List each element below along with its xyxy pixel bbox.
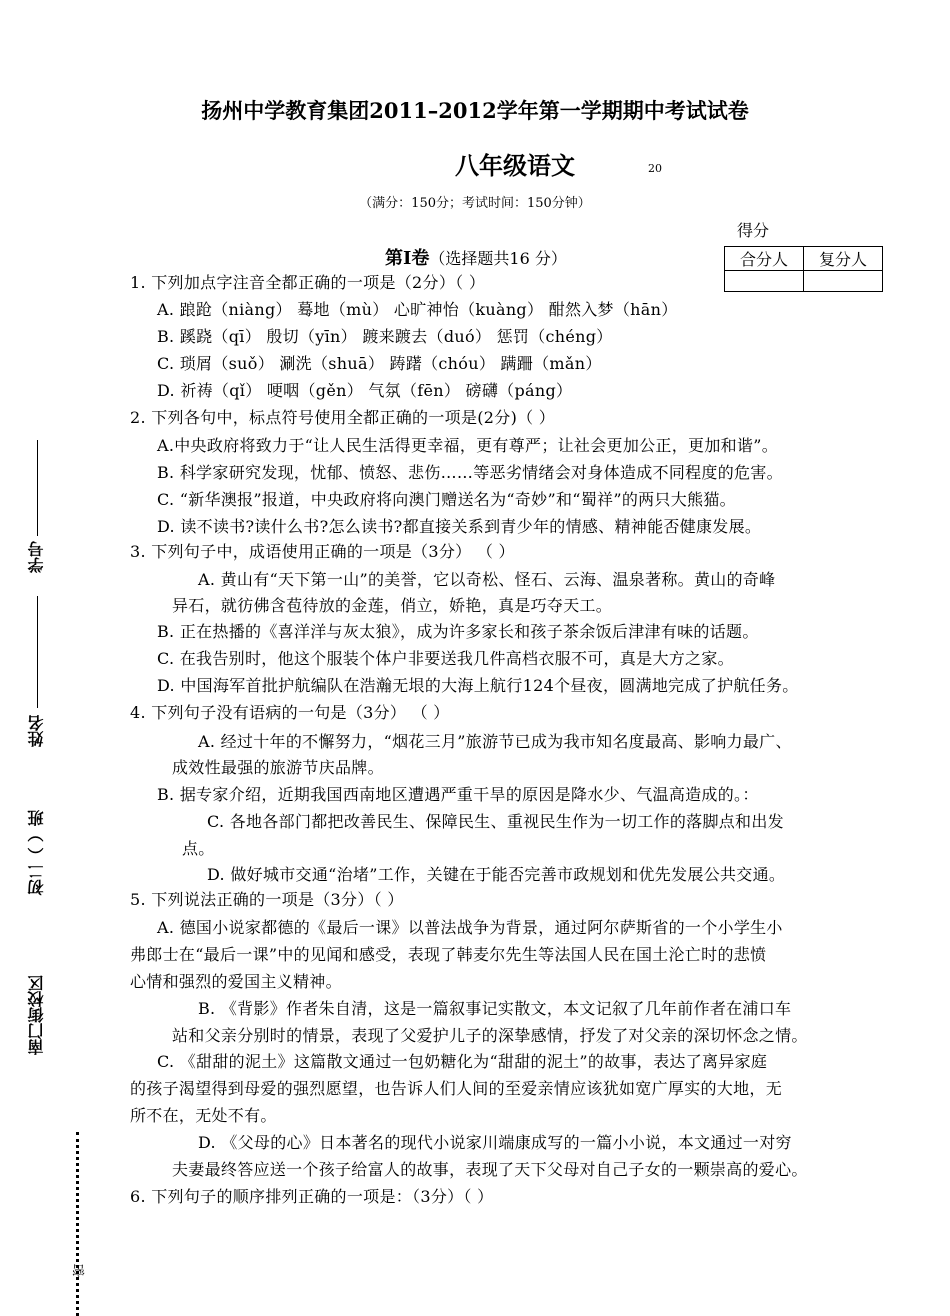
student-id-underline[interactable] [37, 440, 38, 536]
section-note: （选择题共16 分） [429, 249, 567, 268]
reviewer-header: 复分人 [804, 247, 883, 271]
seal-label: 密 [73, 1264, 88, 1277]
name-label: 姓名 [27, 715, 46, 747]
q1-option-c: C. 琐屑（suǒ） 涮洗（shuā） 踌躇（chóu） 蹒跚（mǎn） [157, 354, 602, 373]
q3-option-d: D. 中国海军首批护航编队在浩瀚无垠的大海上航行124个昼夜，圆满地完成了护航任务。 [157, 676, 799, 695]
exam-subtitle: 八年级语文 [455, 151, 575, 180]
corner-number: 20 [648, 162, 662, 175]
q1-option-d: D. 祈祷（qǐ） 哽咽（gěn） 气氛（fēn） 磅礴（páng） [157, 381, 573, 400]
q5-option-c-line2: 的孩子渴望得到母爱的强烈愿望，也告诉人们人间的至爱亲情应该犹如宽广厚实的大地，无 [130, 1079, 783, 1098]
reviewer-cell[interactable] [804, 271, 883, 292]
grade-table [724, 246, 883, 292]
q4-option-b: B. 据专家介绍，近期我国西南地区遭遇严重干旱的原因是降水少、气温高造成的。： [157, 785, 759, 804]
grader-header: 合分人 [725, 247, 804, 271]
q3-option-c: C. 在我告别时，他这个服装个体户非要送我几件高档衣服不可，真是大方之家。 [157, 649, 734, 668]
campus-label: 南门街校区 [27, 975, 46, 1055]
q3-stem: 3. 下列句子中，成语使用正确的一项是（3分） （ ） [130, 542, 515, 561]
q3-option-a-line1: A. 黄山有“天下第一山”的美誉，它以奇松、怪石、云海、温泉著称。黄山的奇峰 [198, 570, 776, 589]
q5-option-c-line3: 所不在，无处不有。 [130, 1106, 277, 1125]
q1-option-a: A. 踉跄（niàng） 蓦地（mù） 心旷神怡（kuàng） 酣然入梦（hān） [157, 300, 678, 319]
q2-option-c: C. “新华澳报”报道，中央政府将向澳门赠送名为“奇妙”和“蜀祥”的两只大熊猫。 [157, 490, 736, 509]
grader-cell[interactable] [725, 271, 804, 292]
q5-stem: 5. 下列说法正确的一项是（3分）（ ） [130, 890, 404, 909]
class-label: 初二（ ）班 [27, 810, 46, 896]
q1-stem: 1. 下列加点字注音全都正确的一项是（2分）（ ） [130, 273, 486, 292]
exam-title: 扬州中学教育集团2011–2012学年第一学期期中考试试卷 [201, 98, 749, 123]
q2-option-b: B. 科学家研究发现，忧郁、愤怒、悲伤……等恶劣情绪会对身体造成不同程度的危害。 [157, 463, 783, 482]
q3-option-a-line2: 异石，就彷佛含苞待放的金莲，俏立，娇艳，真是巧夺天工。 [172, 596, 613, 615]
scoring-info: （满分：150分；考试时间：150分钟） [359, 196, 591, 211]
q4-option-c-line2: 点。 [182, 839, 215, 858]
section-name: 第Ⅰ卷 [385, 248, 430, 269]
q4-option-c-line1: C. 各地各部门都把改善民生、保障民生、重视民生作为一切工作的落脚点和出发 [207, 812, 784, 831]
q2-stem: 2. 下列各句中，标点符号使用全都正确的一项是(2分)（ ） [130, 408, 556, 427]
q6-stem: 6. 下列句子的顺序排列正确的一项是：（3分）（ ） [130, 1187, 494, 1206]
q5-option-b-line1: B. 《背影》作者朱自清，这是一篇叙事记实散文，本文记叙了几年前作者在浦口车 [198, 999, 792, 1018]
section-heading [385, 244, 567, 270]
q5-option-b-line2: 站和父亲分别时的情景，表现了父爱护儿子的深挚感情，抒发了对父亲的深切怀念之情。 [172, 1026, 808, 1045]
q5-option-d-line1: D. 《父母的心》日本著名的现代小说家川端康成写的一篇小小说，本文通过一对穷 [198, 1133, 792, 1152]
q2-option-a: A.中央政府将致力于“让人民生活得更幸福，更有尊严；让社会更加公正，更加和谐”。 [157, 436, 779, 455]
q4-option-a-line2: 成效性最强的旅游节庆品牌。 [172, 758, 384, 777]
q4-option-a-line1: A. 经过十年的不懈努力，“烟花三月”旅游节已成为我市知名度最高、影响力最广、 [198, 732, 792, 751]
q1-option-b: B. 蹊跷（qī） 殷切（yīn） 踱来踱去（duó） 惩罚（chéng） [157, 327, 613, 346]
score-label: 得分 [737, 221, 770, 240]
student-id-label: 学号 [27, 541, 46, 573]
name-underline[interactable] [37, 596, 38, 708]
q3-option-b: B. 正在热播的《喜洋洋与灰太狼》，成为许多家长和孩子茶余饭后津津有味的话题。 [157, 622, 759, 641]
q5-option-a-line3: 心情和强烈的爱国主义精神。 [130, 972, 342, 991]
q5-option-a-line1: A. 德国小说家都德的《最后一课》以普法战争为背景，通过阿尔萨斯省的一个小学生小 [157, 918, 783, 937]
q4-option-d: D. 做好城市交通“治堵”工作，关键在于能否完善市政规划和优先发展公共交通。 [207, 865, 786, 884]
q5-option-c-line1: C. 《甜甜的泥土》这篇散文通过一包奶糖化为“甜甜的泥土”的故事，表达了离异家庭 [157, 1052, 768, 1071]
seal-line [76, 1132, 79, 1316]
q5-option-d-line2: 夫妻最终答应送一个孩子给富人的故事，表现了天下父母对自己子女的一颗崇高的爱心。 [172, 1160, 808, 1179]
q5-option-a-line2: 弗郎士在“最后一课”中的见闻和感受，表现了韩麦尔先生等法国人民在国土沦亡时的悲愤 [130, 945, 767, 964]
q2-option-d: D. 读不读书?读什么书?怎么读书?都直接关系到青少年的情感、精神能否健康发展。 [157, 517, 762, 536]
q4-stem: 4. 下列句子没有语病的一句是（3分） （ ） [130, 703, 450, 722]
